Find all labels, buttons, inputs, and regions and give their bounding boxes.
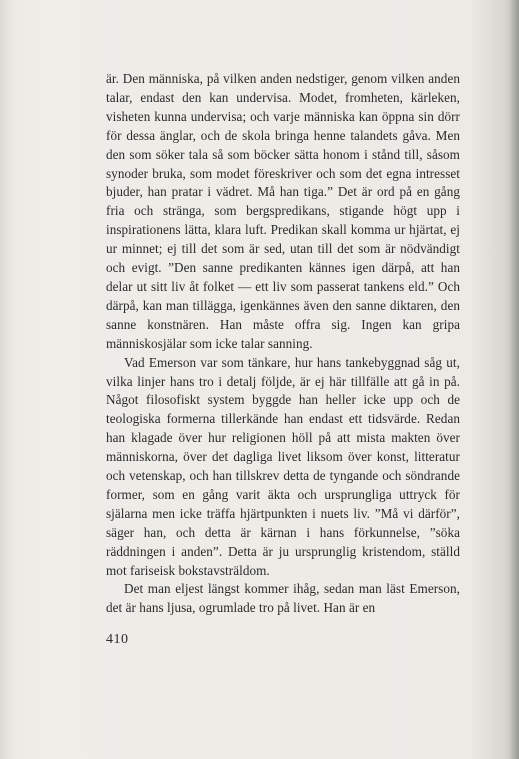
paragraph-3: Det man eljest längst kommer ihåg, sedan man läst Emerson, det är hans ljusa, ogrumlade tro på livet. Han är en [106, 581, 460, 616]
page-edge-shadow [509, 0, 519, 759]
paragraph-2: Vad Emerson var som tänkare, hur hans tankebyggnad såg ut, vilka linjer hans tro i detalj följde, är ej här tillfälle att gå in på. Något filosofiskt system byggde han heller icke upp och de teologiska formerna tillerkände han endast ett tidsvärde. Redan han klagade över hur religionen höll på att mista makten över människorna, över det dagliga livet liksom över konst, litteratur och vetenskap, och han tillskrev detta de tyngande och söndrande former, som en gång varit äkta och ursprungliga uttryck för själarna men icke träffa hjärtpunkten i nuets liv. ”Må vi därför”, säger han, och detta är kärnan i hans förkunnelse, ”söka räddningen i anden”. Detta är ju ursprunglig kristendom, ställd mot fariseisk bokstavsträldom. [106, 354, 460, 578]
paragraph-1: är. Den människa, på vilken anden nedstiger, genom vilken anden talar, endast den kan undervisa. Modet, fromheten, kärleken, visheten kunna undervisa; och varje människa kan öppna sin dörr för dessa änglar, och de skola bringa henne talandets gåva. Men den som söker tala så som böcker sätta honom i stånd till, såsom synoder bruka, som modet föreskriver och som det egna intresset bjuder, han pratar i vädret. Må han tiga.” Det är ord på en gång fria och stränga, som bergspredikans, stigande högt upp i inspirationens lätta, klara luft. Predikan skall komma ur hjärtat, ej ur minnet; ej till det som är sed, utan till det som är nödvändigt och evigt. ”Den sanne predikanten kännes igen därpå, att han delar ut sitt liv åt folket — ett liv som passerat tankens eld.” Och därpå, kan man tillägga, igenkännes även den sanne diktaren, den sanne konstnären. Han måste offra sig. Ingen kan gripa människosjälar som icke talar sanning. [106, 71, 460, 351]
page-number: 410 [106, 632, 129, 647]
body-text [106, 70, 460, 618]
